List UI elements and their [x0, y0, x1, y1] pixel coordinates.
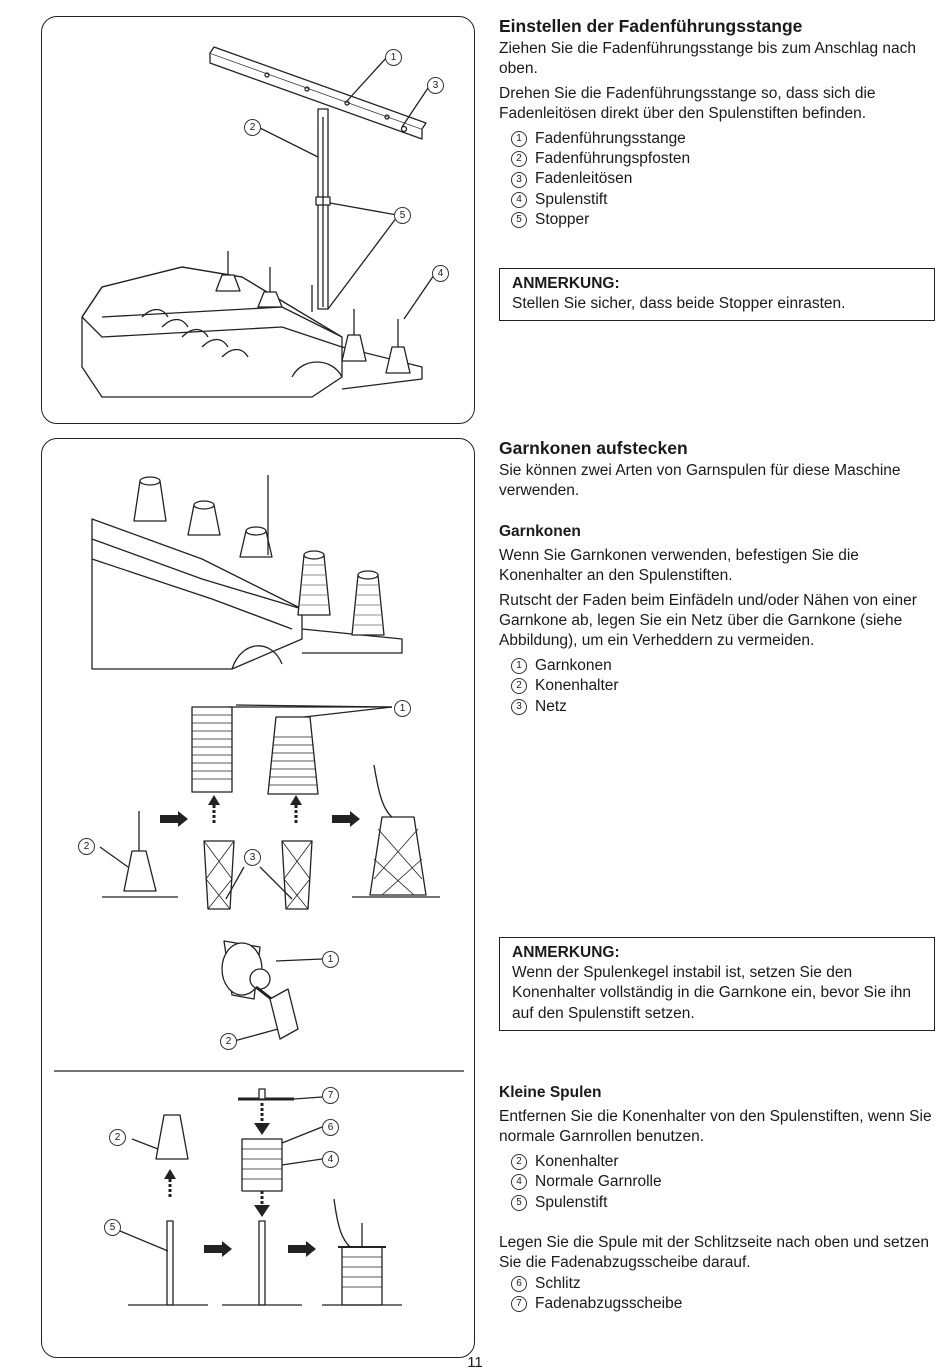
number-badge: 7 [511, 1296, 527, 1312]
figure-label: 3 [427, 77, 444, 94]
note-box [499, 937, 935, 1031]
parts-list [499, 1274, 939, 1315]
list-item [511, 1152, 939, 1172]
figure-label: 1 [322, 951, 339, 968]
list-item-label: Normale Garnrolle [535, 1173, 662, 1191]
list-item [511, 149, 939, 169]
subsection-title: Garnkonen [499, 522, 581, 540]
note-text: Stellen Sie sicher, dass beide Stopper einrasten. [512, 295, 846, 312]
list-item [511, 169, 939, 189]
list-item-label: Netz [535, 697, 567, 715]
section-title: Garnkonen aufstecken [499, 438, 688, 458]
number-badge: 2 [511, 151, 527, 167]
figure-label: 4 [432, 265, 449, 282]
list-item-label: Stopper [535, 211, 590, 229]
figure-label: 2 [220, 1033, 237, 1050]
parts-list [499, 1152, 939, 1213]
figure-label: 5 [104, 1219, 121, 1236]
paragraph: Entfernen Sie die Konenhalter von den Spulenstiften, wenn Sie normale Garnrollen benutzen. [499, 1108, 932, 1146]
figure-label: 4 [322, 1151, 339, 1168]
section-thread-guide [499, 15, 939, 231]
paragraph: Sie können zwei Arten von Garnspulen für diese Maschine verwenden. [499, 462, 901, 500]
paragraph: Ziehen Sie die Fadenführungsstange bis zum Anschlag nach oben. [499, 40, 917, 78]
list-item [511, 676, 939, 696]
paragraph: Rutscht der Faden beim Einfädeln und/oder Nähen von einer Garnkone ab, legen Sie ein Netz über die Garnkone (siehe Abbildung), um ein Verheddern zu vermeiden. [499, 591, 917, 650]
list-item [511, 210, 939, 230]
cone-spool-drawing [42, 439, 474, 1357]
page-number: 11 [467, 1354, 483, 1371]
section-small-spools [499, 1083, 939, 1315]
list-item-label: Spulenstift [535, 190, 608, 208]
figure-label: 7 [322, 1087, 339, 1104]
list-item [511, 1193, 939, 1213]
list-item [511, 697, 939, 717]
thread-guide-illustration [41, 16, 475, 424]
list-item-label: Fadenabzugsscheibe [535, 1295, 683, 1313]
list-item-label: Fadenführungsstange [535, 129, 686, 147]
number-badge: 3 [511, 172, 527, 188]
list-item [511, 129, 939, 149]
list-item-label: Spulenstift [535, 1193, 608, 1211]
section-cones [499, 437, 939, 717]
note-box [499, 268, 935, 321]
paragraph: Legen Sie die Spule mit der Schlitzseite nach oben und setzen Sie die Fadenabzugsscheibe darauf. [499, 1234, 929, 1272]
figure-label: 2 [78, 838, 95, 855]
figure-label: 3 [244, 849, 261, 866]
number-badge: 2 [511, 1154, 527, 1170]
note-title: ANMERKUNG: [512, 275, 620, 292]
number-badge: 5 [511, 212, 527, 228]
figure-label: 5 [394, 207, 411, 224]
list-item-label: Konenhalter [535, 1152, 619, 1170]
paragraph: Wenn Sie Garnkonen verwenden, befestigen Sie die Konenhalter an den Spulenstiften. [499, 546, 859, 585]
paragraph: Drehen Sie die Fadenführungsstange so, dass sich die Fadenleitösen direkt über den Spulenstiften befinden. [499, 84, 876, 123]
list-item-label: Schlitz [535, 1274, 581, 1292]
figure-label: 2 [109, 1129, 126, 1146]
figure-label: 1 [394, 700, 411, 717]
figure-label: 2 [244, 119, 261, 136]
list-item-label: Fadenleitösen [535, 170, 633, 188]
number-badge: 4 [511, 192, 527, 208]
list-item-label: Konenhalter [535, 677, 619, 695]
figure-label: 6 [322, 1119, 339, 1136]
number-badge: 5 [511, 1195, 527, 1211]
parts-list [499, 656, 939, 717]
number-badge: 1 [511, 131, 527, 147]
list-item [511, 656, 939, 676]
section-title: Einstellen der Fadenführungsstange [499, 16, 803, 36]
cone-spool-illustration [41, 438, 475, 1358]
list-item [511, 190, 939, 210]
list-item-label: Garnkonen [535, 656, 612, 674]
figure-label: 1 [385, 49, 402, 66]
number-badge: 1 [511, 658, 527, 674]
number-badge: 2 [511, 678, 527, 694]
parts-list [499, 129, 939, 231]
list-item [511, 1274, 939, 1294]
subsection-title: Kleine Spulen [499, 1084, 602, 1101]
number-badge: 4 [511, 1174, 527, 1190]
number-badge: 6 [511, 1276, 527, 1292]
list-item [511, 1294, 939, 1314]
note-text: Wenn der Spulenkegel instabil ist, setzen Sie den Konenhalter vollständig in die Garnkone ein, bevor Sie ihn auf den Spulenstift setzen. [512, 964, 911, 1022]
list-item [511, 1172, 939, 1192]
list-item-label: Fadenführungspfosten [535, 150, 691, 168]
number-badge: 3 [511, 699, 527, 715]
note-title: ANMERKUNG: [512, 944, 620, 961]
